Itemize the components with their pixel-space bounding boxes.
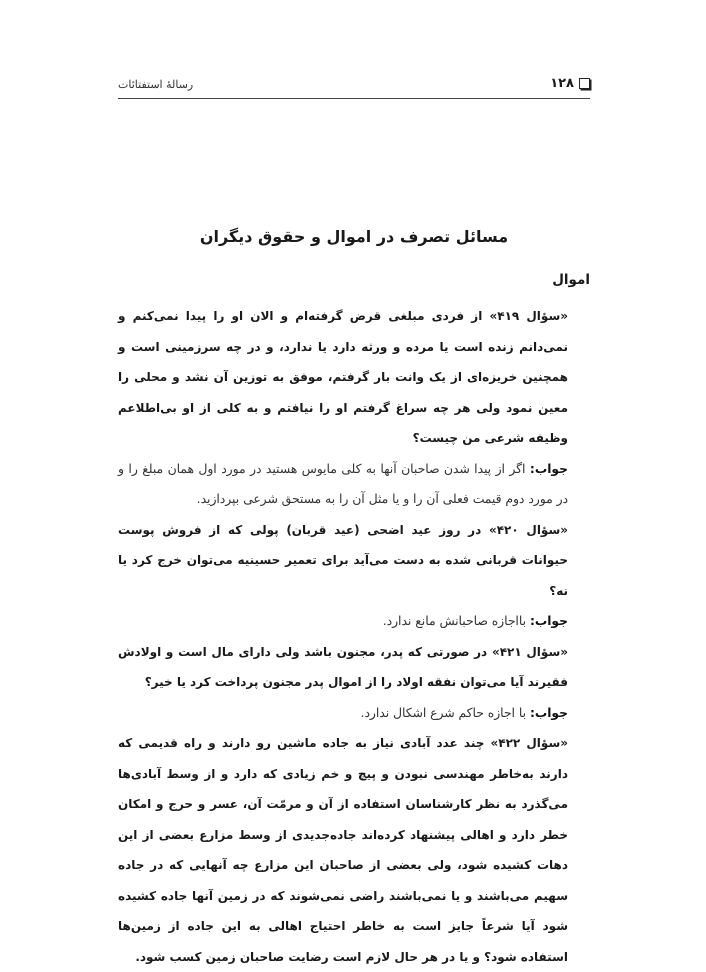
question-419 <box>118 301 590 454</box>
question-text: از فردی مبلغی قرض گرفته‌ام و الان او را پیدا نمی‌کنم و نمی‌دانم زنده است یا مرده و ورثه دارد یا ندارد، و در چه سرزمینی است و همچنین خریزه‌ای از یک وانت بار گرفتم، موفق به توزین آن نشد و محلی را معین نمود ولی هر چه سراغ گرفتم او را نیافتم و به کلی از او بی‌اطلاعم وظیفه شرعی من چیست؟ <box>118 309 568 445</box>
running-title: رسالهٔ استفتائات <box>118 78 194 91</box>
answer-419 <box>118 454 590 515</box>
question-label: «سؤال ۴۲۲» <box>490 736 569 750</box>
answer-text: با اجازه حاکم شرع اشکال ندارد. <box>360 705 527 720</box>
page-content <box>118 224 590 972</box>
question-label: «سؤال ۴۱۹» <box>489 309 568 323</box>
answer-text: بااجازه صاحبانش مانع ندارد. <box>382 614 527 628</box>
chapter-title: مسائل تصرف در اموال و حقوق دیگران <box>199 227 509 246</box>
header-divider <box>118 98 590 99</box>
page-header <box>118 74 590 98</box>
answer-label: جواب: <box>529 614 568 628</box>
answer-label: جواب: <box>529 705 568 720</box>
page-number-group <box>550 76 590 91</box>
question-420 <box>118 515 590 607</box>
page-number: ۱۲۸ <box>550 76 574 91</box>
question-label: «سؤال ۴۲۱» <box>491 644 568 659</box>
answer-label: جواب: <box>529 461 568 476</box>
section-title: اموال <box>552 272 590 288</box>
question-text: چند عدد آبادی نیاز به جاده ماشین رو دارند و راه قدیمی که دارند به‌خاطر مهندسی نبودن و پیچ و خم زیادی که دارد و از وسط آبادی‌ها می‌گذرد به نظر کارشناسان استفاده از آن و مرمّت آن، عسر و حرج و امکان خطر دارد و اهالی پیشنهاد کرده‌اند جاده‌جدیدی از وسط مزارع بعضی از این دهات کشیده شود، ولی بعضی از صاحبان این مزارع چه آنهایی که در جاده سهیم می‌باشند و یا نمی‌باشند راضی نمی‌شوند که در زمین آنها جاده کشیده شود آیا شرعاً جایز است به خاطر احتیاج اهالی به این جاده از زمین‌ها استفاده شود؟ و یا در هر حال لازم است رضایت صاحبان زمین کسب شود. <box>118 736 568 964</box>
answer-text: اگر از پیدا شدن صاحبان آنها به کلی مایوس هستید در مورد اول همان مبلغ را و در مورد دوم قیمت فعلی آن را و یا مثل آن را به مستحق شرعی بپردازید. <box>118 461 568 506</box>
question-text: در روز عید اضحی (عید قربان) پولی که از فروش پوست حیوانات قربانی شده به دست می‌آید برای تعمیر حسینیه می‌توان خرج کرد یا نه؟ <box>118 522 568 598</box>
question-422 <box>118 728 590 972</box>
question-text: در صورتی که پدر، مجنون باشد ولی دارای مال است و اولادش فقیرند آیا می‌توان نفقه اولاد را از اموال پدر مجنون پرداخت کرد یا خیر؟ <box>118 644 568 689</box>
question-421 <box>118 637 590 698</box>
answer-421 <box>118 698 590 729</box>
answer-420 <box>118 606 590 637</box>
question-label: «سؤال ۴۲۰» <box>488 522 569 537</box>
square-bullet-icon <box>579 78 590 89</box>
